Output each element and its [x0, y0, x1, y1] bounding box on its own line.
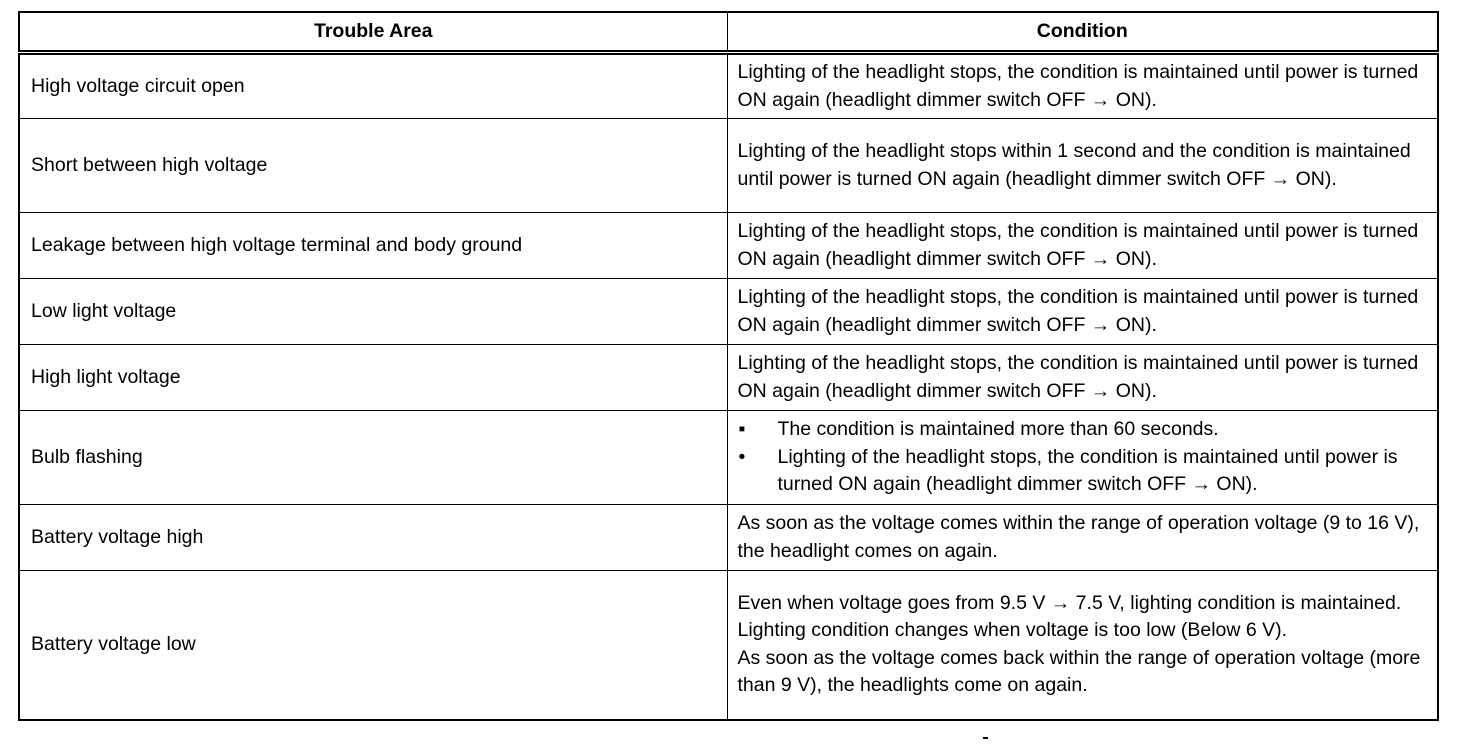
- condition-text: Lighting of the headlight stops within 1 second and the condition is maintained until power is turned ON again (headlight dimmer switch OFF → ON).: [737, 140, 1411, 190]
- table-row: [19, 119, 1438, 213]
- condition-bullet-item: [738, 416, 1432, 444]
- condition-cell: [727, 119, 1438, 213]
- condition-cell: [727, 53, 1438, 119]
- condition-text: As soon as the voltage comes back within the range of operation voltage (more than 9 V), the headlights come on again.: [737, 646, 1421, 697]
- condition-cell: [727, 411, 1438, 505]
- table-row: [19, 571, 1438, 720]
- bullet-text: The condition is maintained more than 60 seconds.: [777, 418, 1219, 441]
- trouble-area-cell: Short between high voltage: [19, 119, 727, 213]
- trouble-area-cell: Bulb flashing: [19, 411, 727, 505]
- table-row: [19, 279, 1438, 345]
- trouble-area-cell: Battery voltage low: [19, 571, 727, 720]
- condition-bullet-list: [738, 416, 1432, 499]
- table-row: [19, 411, 1438, 505]
- condition-text: Lighting of the headlight stops, the condition is maintained until power is turned ON again (headlight dimmer switch OFF → ON).: [737, 286, 1419, 336]
- round-bullet-icon: •: [738, 445, 746, 468]
- trouble-area-cell: High light voltage: [19, 345, 727, 411]
- trouble-area-cell: Battery voltage high: [19, 505, 727, 571]
- condition-cell: [727, 345, 1438, 411]
- condition-text: Lighting of the headlight stops, the condition is maintained until power is turned ON again (headlight dimmer switch OFF → ON).: [737, 61, 1419, 111]
- condition-cell: [727, 213, 1438, 279]
- trouble-condition-table: [18, 11, 1439, 721]
- bullet-text: Lighting of the headlight stops, the condition is maintained until power is turned ON again (headlight dimmer switch OFF → ON).: [777, 445, 1398, 496]
- table-row: [19, 505, 1438, 571]
- condition-cell: [727, 505, 1438, 571]
- condition-text: Lighting of the headlight stops, the condition is maintained until power is turned ON again (headlight dimmer switch OFF → ON).: [737, 352, 1419, 402]
- condition-text: As soon as the voltage comes within the range of operation voltage (9 to 16 V), the headlight comes on again.: [737, 512, 1420, 562]
- table-row: [19, 213, 1438, 279]
- condition-cell: [727, 279, 1438, 345]
- trouble-area-cell: Low light voltage: [19, 279, 727, 345]
- square-bullet-icon: ▪: [738, 418, 746, 441]
- condition-bullet-item: [738, 444, 1432, 499]
- page-mark: [983, 737, 988, 739]
- header-trouble-area: Trouble Area: [19, 12, 727, 53]
- condition-cell: [727, 571, 1438, 720]
- table-row: [19, 53, 1438, 119]
- table-header-row: [19, 12, 1438, 53]
- table-row: [19, 345, 1438, 411]
- condition-text: Even when voltage goes from 9.5 V → 7.5 V, lighting condition is maintained. Lighting condition changes when voltage is too low (Below 6 V).: [737, 591, 1402, 642]
- trouble-area-cell: High voltage circuit open: [19, 53, 727, 119]
- header-condition: Condition: [727, 12, 1438, 53]
- trouble-area-cell: Leakage between high voltage terminal and body ground: [19, 213, 727, 279]
- condition-text: Lighting of the headlight stops, the condition is maintained until power is turned ON again (headlight dimmer switch OFF → ON).: [737, 220, 1419, 270]
